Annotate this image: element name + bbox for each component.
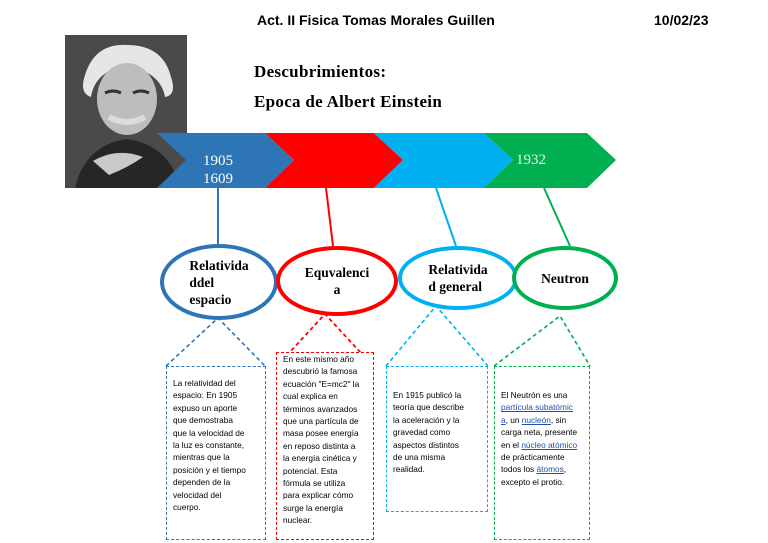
year-1609: 1609 <box>203 171 233 187</box>
heading-line-2: Epoca de Albert Einstein <box>254 92 443 111</box>
link-nucleon[interactable]: nucleón <box>521 414 551 425</box>
description-box-relatividad-espacio <box>166 366 266 540</box>
oval-equivalencia <box>276 246 398 316</box>
oval-relatividad-espacio <box>160 244 278 320</box>
year-1932: 1932 <box>516 152 546 168</box>
neutron-text-part-2: , un <box>505 414 520 425</box>
document-date: 10/02/23 <box>654 12 709 28</box>
description-box-relatividad-general <box>386 366 488 512</box>
oval-relatividad-general <box>398 246 518 310</box>
topic-title-3: Relativida d general <box>428 262 488 294</box>
topic-text-1: La relatividad del espacio: En 1905 expuso un aporte que demostraba que la velocidad de la luz es constante, mientras que la posición y el tiempo dependen de la velocidad del cuerpo. <box>173 378 246 513</box>
link-atomos[interactable]: átomos <box>536 464 564 475</box>
document-title: Act. II Fisica Tomas Morales Guillen <box>257 12 495 28</box>
neutron-text-part-4: de prácticamente todos los <box>501 452 565 475</box>
topic-title-2: Equvalenci a <box>304 265 370 297</box>
neutron-text-part-5: , excepto el protio. <box>501 464 567 487</box>
heading-line-1: Descubrimientos: <box>254 62 387 81</box>
description-box-neutron <box>494 366 590 540</box>
oval-neutron <box>512 246 618 310</box>
arrow-label-1905 <box>203 152 233 188</box>
arrow-label-1932 <box>516 151 546 169</box>
topic-text-3: En 1915 publicó la teoría que describe la aceleración y la gravedad como aspectos distintos de una misma realidad. <box>393 390 465 475</box>
link-particula-subatomica[interactable]: partícula subatómic a <box>501 402 573 425</box>
topic-text-4 <box>501 389 583 488</box>
description-box-equivalencia <box>276 352 374 540</box>
topic-text-2: En este mismo año descubrió la famosa ecuación "E=mc2" la cual explica en términos avanzados que una partícula de masa posee energía en reposo distinta a la energía cinética y potencial. Esta fórmula se utiliza para explicar cómo surge la energía nuclear. <box>283 354 360 526</box>
neutron-text-part-1: El Neutrón es una <box>501 390 568 400</box>
year-1905: 1905 <box>203 153 233 169</box>
topic-title-4: Neutron <box>541 270 589 286</box>
neutron-text-part-3: , sin carga neta, presente en el <box>501 414 578 450</box>
topic-title-1: Relativida ddel espacio <box>189 257 249 307</box>
link-nucleo-atomico[interactable]: núcleo atómico <box>521 439 578 450</box>
